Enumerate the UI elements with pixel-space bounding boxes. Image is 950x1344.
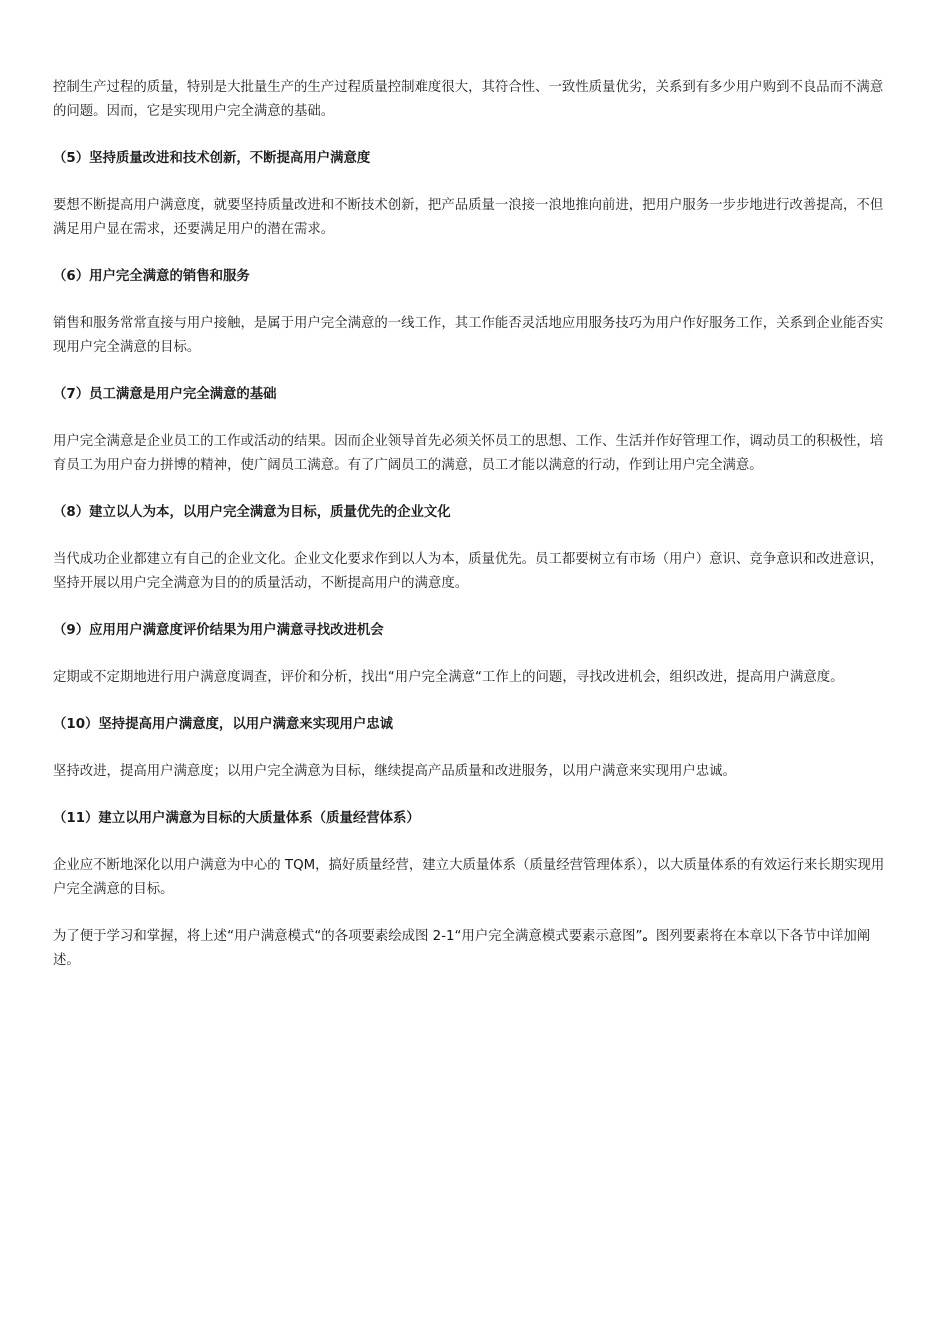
heading-6: （6）用户完全满意的销售和服务 [53,269,250,284]
paragraph-sales-service: 销售和服务常常直接与用户接触，是属于用户完全满意的一线工作，其工作能否灵活地应用服务技巧为用户作好服务工作，关系到企业能否实现用户完全满意的目标。 [53,316,884,355]
paragraph-evaluation: 定期或不定期地进行用户满意度调查，评价和分析，找出“用户完全满意“工作上的问题，寻找改进机会，组织改进，提高用户满意度。 [53,670,844,685]
paragraph-closing [53,925,895,973]
paragraph-employee-satisfaction: 用户完全满意是企业员工的工作或活动的结果。因而企业领导首先必须关怀员工的思想、工作、生活并作好管理工作，调动员工的积极性，培育员工为用户奋力拼博的精神，使广阔员工满意。有了广阔员工的满意，员工才能以满意的行动，作到让用户完全满意。 [53,434,884,473]
heading-8: （8）建立以人为本，以用户完全满意为目标，质量优先的企业文化 [53,505,451,520]
closing-text-bold: 。 [642,929,656,944]
paragraph-loyalty: 坚持改进，提高用户满意度；以用户完全满意为目标，继续提高产品质量和改进服务，以用户满意来实现用户忠诚。 [53,764,736,779]
heading-10: （10）坚持提高用户满意度，以用户满意来实现用户忠诚 [53,717,394,732]
closing-text-2: 图列要素将在本章以下各节中详加阐述。 [53,929,871,968]
heading-7: （7）员工满意是用户完全满意的基础 [53,387,277,402]
heading-11: （11）建立以用户满意为目标的大质量体系（质量经营体系） [53,811,420,826]
heading-9: （9）应用用户满意度评价结果为用户满意寻找改进机会 [53,623,384,638]
paragraph-quality-system: 企业应不断地深化以用户满意为中心的 TQM，搞好质量经营，建立大质量体系（质量经营管理体系），以大质量体系的有效运行来长期实现用户完全满意的目标。 [53,858,885,897]
paragraph-improvement: 要想不断提高用户满意度，就要坚持质量改进和不断技术创新，把产品质量一浪接一浪地推向前进，把用户服务一步步地进行改善提高，不但满足用户显在需求，还要满足用户的潜在需求。 [53,198,884,237]
paragraph-corporate-culture: 当代成功企业都建立有自己的企业文化。企业文化要求作到以人为本，质量优先。员工都要树立有市场（用户）意识、竞争意识和改进意识，坚持开展以用户完全满意为目的的质量活动，不断提高用户的满意度。 [53,552,884,591]
document-page [53,76,895,996]
paragraph-production-quality: 控制生产过程的质量，特别是大批量生产的生产过程质量控制难度很大，其符合性、一致性质量优劣，关系到有多少用户购到不良品而不满意的问题。因而，它是实现用户完全满意的基础。 [53,80,884,119]
closing-text-1: 为了便于学习和掌握，将上述“用户满意模式“的各项要素绘成图 2-1“用户完全满意模式要素示意图” [53,929,643,944]
heading-5: （5）坚持质量改进和技术创新，不断提高用户满意度 [53,151,371,166]
